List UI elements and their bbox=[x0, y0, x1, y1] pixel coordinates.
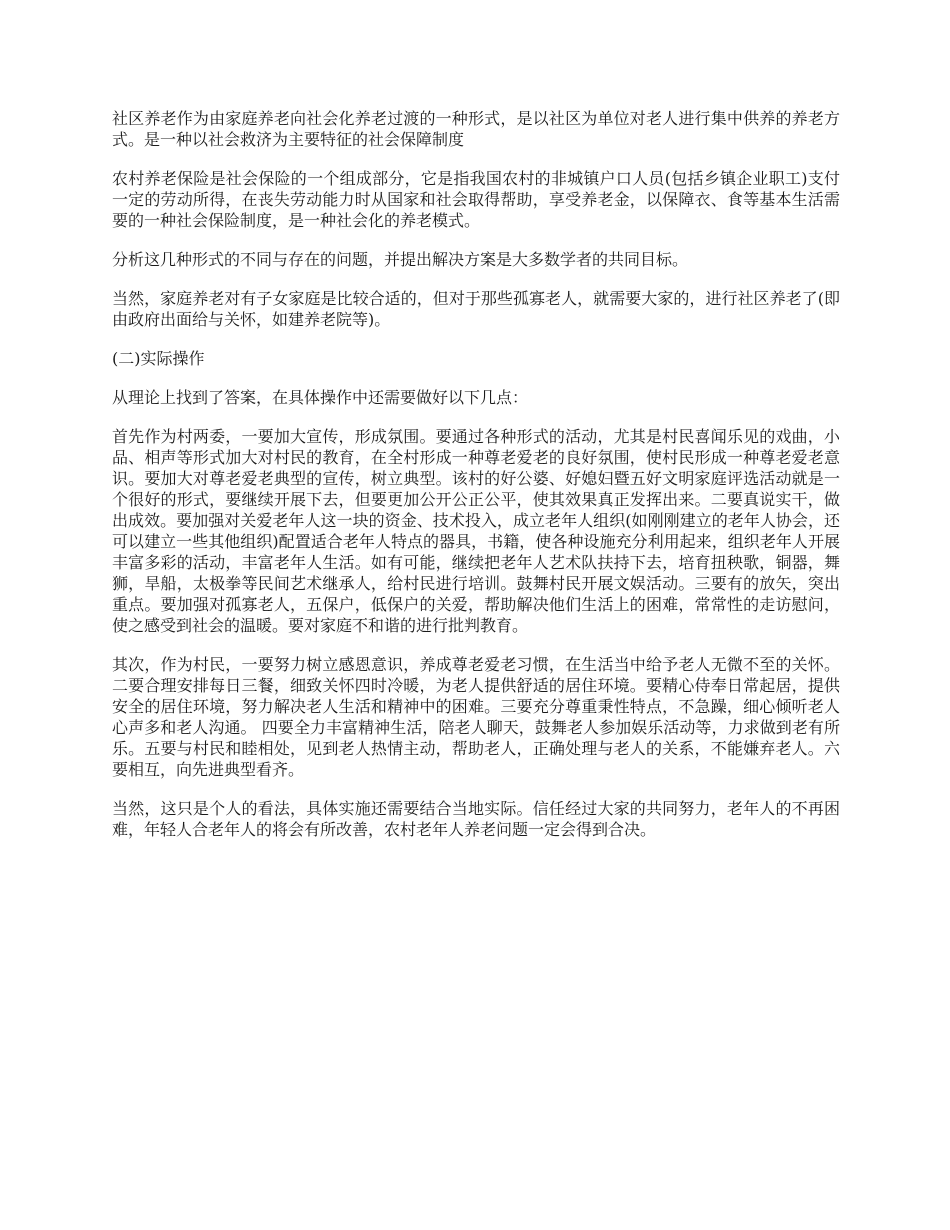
paragraph-rural-insurance: 农村养老保险是社会保险的一个组成部分，它是指我国农村的非城镇户口人员(包括乡镇企业职工)支付一定的劳动所得，在丧失劳动能力时从国家和社会取得帮助，享受养老金，以保障衣、食等基本生活需要的一种社会保险制度，是一种社会化的养老模式。 bbox=[112, 169, 840, 230]
section-heading-practice: (二)实际操作 bbox=[112, 349, 205, 368]
paragraph-villagers: 其次，作为村民，一要努力树立感恩意识，养成尊老爱老习惯，在生活当中给予老人无微不至的关怀。二要合理安排每日三餐，细致关怀四时冷暖，为老人提供舒适的居住环境。要精心侍奉日常起居，提供安全的居住环境，努力解决老人生活和精神中的困难。三要充分尊重秉性特点，不急躁，细心倾听老人心声多和老人沟通。 四要全力丰富精神生活，陪老人聊天，鼓舞老人参加娱乐活动等，力求做到老有所乐。五要与村民和睦相处，见到老人热情主动，帮助老人，正确处理与老人的关系，不能嫌弃老人。六要相互，向先进典型看齐。 bbox=[112, 655, 840, 779]
paragraph-village-committee: 首先作为村两委，一要加大宣传，形成氛围。要通过各种形式的活动，尤其是村民喜闻乐见的戏曲，小品、相声等形式加大对村民的教育，在全村形成一种尊老爱老的良好氛围，使村民形成一种尊老爱老意识。要加大对尊老爱老典型的宣传，树立典型。该村的好公婆、好媳妇暨五好文明家庭评选活动就是一个很好的形式，要继续开展下去，但要更加公开公正公平，使其效果真正发挥出来。二要真说实干，做出成效。要加强对关爱老年人这一块的资金、技术投入，成立老年人组织(如刚刚建立的老年人协会，还可以建立一些其他组织)配置适合老年人特点的器具，书籍，使各种设施充分利用起来，组织老年人开展丰富多彩的活动，丰富老年人生活。如有可能，继续把老年人艺术队扶持下去，培育扭秧歌，铜器，舞狮，旱船，太极拳等民间艺术继承人，给村民进行培训。鼓舞村民开展文娱活动。三要有的放矢，突出重点。要加强对孤寡老人，五保户，低保户的关爱，帮助解决他们生活上的困难，常常性的走访慰问，使之感受到社会的温暖。要对家庭不和谐的进行批判教育。 bbox=[112, 427, 840, 635]
paragraph-conclusion: 当然，这只是个人的看法，具体实施还需要结合当地实际。信任经过大家的共同努力，老年人的不再困难，年轻人合老年人的将会有所改善，农村老年人养老问题一定会得到合决。 bbox=[112, 799, 840, 839]
paragraph-practice-intro: 从理论上找到了答案，在具体操作中还需要做好以下几点： bbox=[112, 388, 529, 407]
document-body bbox=[112, 108, 840, 858]
paragraph-family-care: 当然，家庭养老对有子女家庭是比较合适的，但对于那些孤寡老人，就需要大家的，进行社区养老了(即由政府出面给与关怀，如建养老院等)。 bbox=[112, 289, 840, 329]
paragraph-analysis-goal: 分析这几种形式的不同与存在的问题，并提出解决方案是大多数学者的共同目标。 bbox=[112, 250, 689, 269]
paragraph-community-care: 社区养老作为由家庭养老向社会化养老过渡的一种形式，是以社区为单位对老人进行集中供养的养老方式。是一种以社会救济为主要特征的社会保障制度 bbox=[112, 109, 840, 149]
